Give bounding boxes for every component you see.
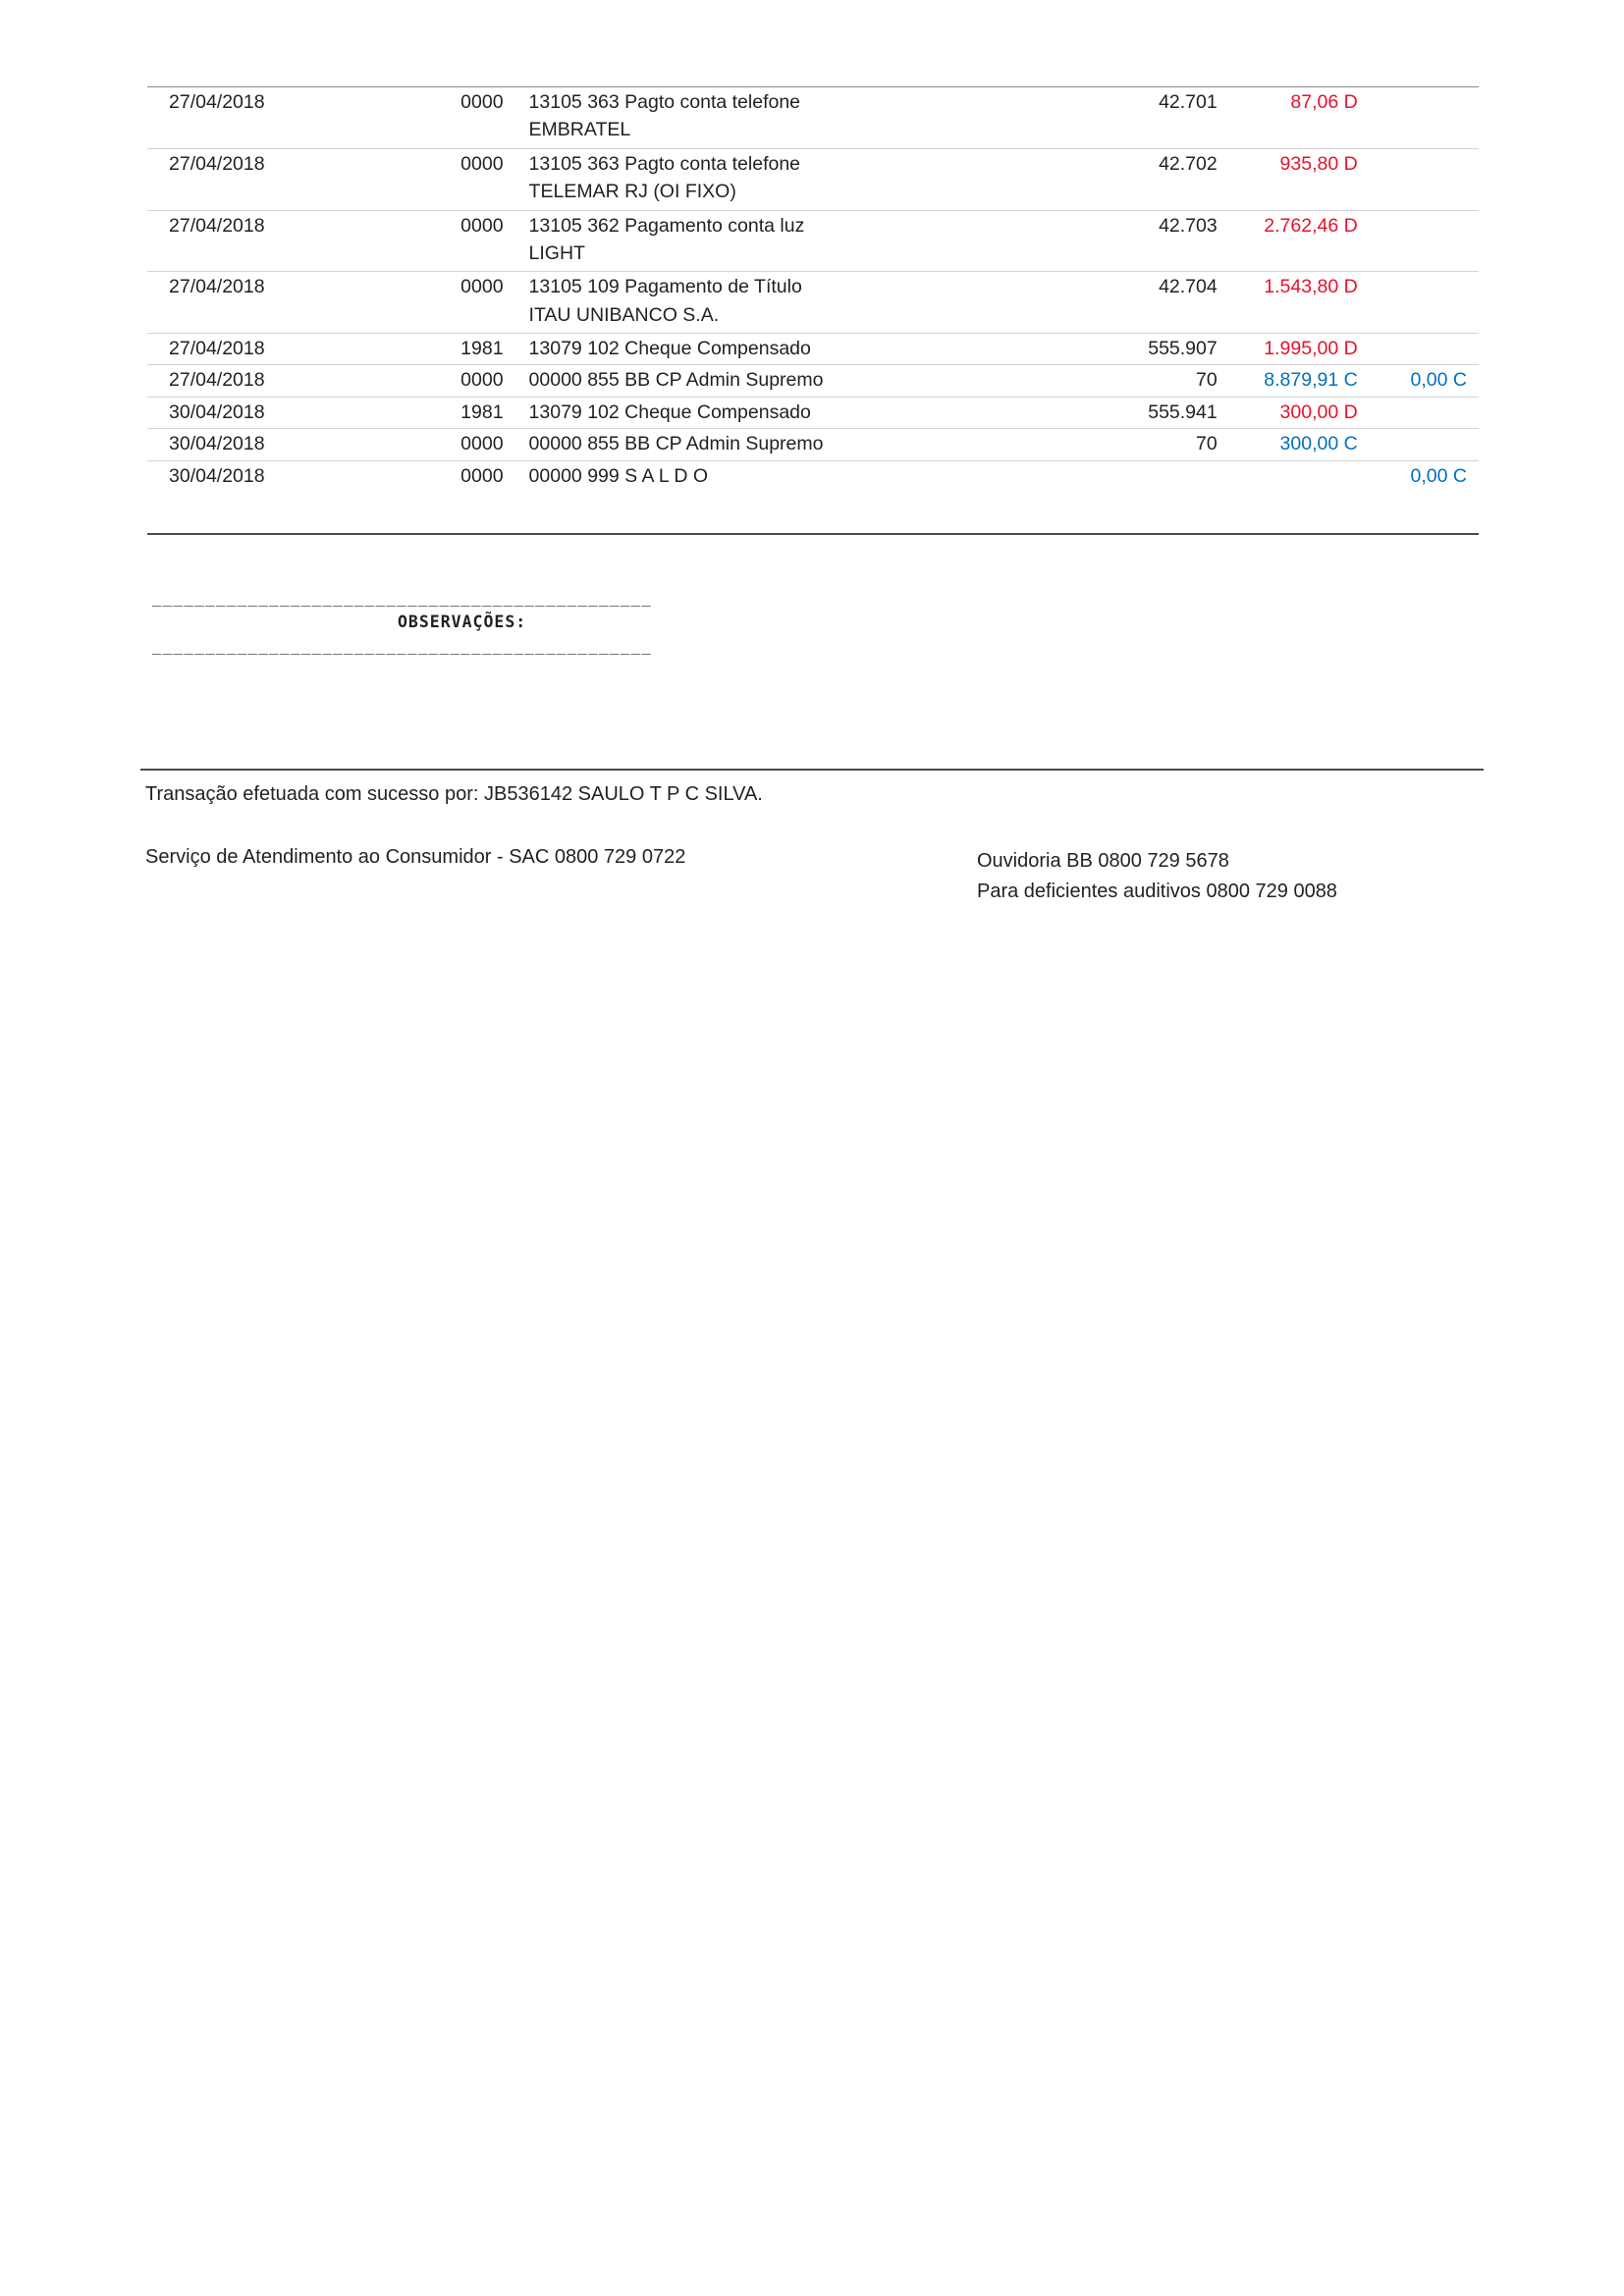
hearing-impaired-text: Para deficientes auditivos 0800 729 0088 — [977, 881, 1337, 902]
footer-divider — [140, 769, 1484, 771]
cell-document: 0000 — [335, 429, 528, 460]
cell-spacer — [147, 118, 529, 148]
cell-history-detail: TELEMAR RJ (OI FIXO) — [528, 181, 736, 203]
cell-history-detail: LIGHT — [528, 241, 585, 264]
cell-document: 0000 — [335, 460, 528, 492]
cell-history-detail: ITAU UNIBANCO S.A. — [528, 303, 720, 326]
cell-spacer — [147, 180, 529, 210]
cell-history: 13105 363 Pagto conta telefone — [529, 87, 1047, 119]
observations-bottom-rule: _______________________________________________ — [152, 635, 653, 655]
ombudsman-block — [977, 846, 1337, 907]
cell-balance — [1366, 429, 1479, 460]
cell-history: 00000 855 BB CP Admin Supremo — [529, 429, 1047, 460]
table-row-detail — [147, 303, 1479, 334]
cell-spacer — [1046, 180, 1479, 210]
cell-value: 300,00 D — [1218, 397, 1366, 428]
cell-value: 8.879,91 C — [1218, 365, 1366, 397]
cell-document: 0000 — [335, 272, 528, 303]
cell-number: 42.702 — [1046, 148, 1218, 180]
table-row — [147, 460, 1479, 492]
table-row — [147, 334, 1479, 365]
statement-bottom-divider — [147, 533, 1479, 535]
cell-value: 2.762,46 D — [1218, 210, 1366, 241]
cell-date: 27/04/2018 — [147, 87, 335, 119]
table-row-detail — [147, 118, 1479, 148]
cell-document: 0000 — [335, 365, 528, 397]
cell-balance — [1366, 334, 1479, 365]
cell-document: 1981 — [335, 397, 528, 428]
cell-spacer — [147, 241, 529, 272]
observations-top-rule: _______________________________________________ — [152, 588, 653, 607]
cell-number — [1046, 460, 1218, 492]
cell-balance — [1366, 272, 1479, 303]
table-row — [147, 148, 1479, 180]
observations-title: OBSERVAÇÕES: — [398, 612, 527, 631]
table-row — [147, 87, 1479, 119]
cell-number: 555.941 — [1046, 397, 1218, 428]
cell-history: 13079 102 Cheque Compensado — [529, 334, 1047, 365]
cell-document: 0000 — [335, 87, 528, 119]
cell-history: 13079 102 Cheque Compensado — [529, 397, 1047, 428]
cell-history-detail: EMBRATEL — [528, 119, 631, 141]
cell-value: 935,80 D — [1218, 148, 1366, 180]
cell-document: 1981 — [335, 334, 528, 365]
cell-history: 13105 363 Pagto conta telefone — [529, 148, 1047, 180]
cell-spacer — [147, 303, 529, 334]
cell-date: 30/04/2018 — [147, 460, 335, 492]
cell-balance: 0,00 C — [1366, 460, 1479, 492]
table-row-detail — [147, 241, 1479, 272]
cell-number: 70 — [1046, 429, 1218, 460]
cell-date: 27/04/2018 — [147, 210, 335, 241]
cell-value: 300,00 C — [1218, 429, 1366, 460]
cell-balance — [1366, 87, 1479, 119]
cell-number: 42.703 — [1046, 210, 1218, 241]
cell-date: 30/04/2018 — [147, 429, 335, 460]
statement-table — [147, 86, 1479, 492]
cell-date: 27/04/2018 — [147, 365, 335, 397]
cell-history: 13105 109 Pagamento de Título — [529, 272, 1047, 303]
observations-block — [152, 589, 839, 655]
cell-number: 555.907 — [1046, 334, 1218, 365]
transaction-success-text: Transação efetuada com sucesso por: JB536142 SAULO T P C SILVA. — [145, 783, 763, 805]
cell-history: 00000 855 BB CP Admin Supremo — [529, 365, 1047, 397]
cell-date: 27/04/2018 — [147, 334, 335, 365]
cell-spacer — [1046, 303, 1479, 334]
cell-spacer — [1046, 241, 1479, 272]
cell-value: 1.543,80 D — [1218, 272, 1366, 303]
table-row — [147, 397, 1479, 428]
cell-value — [1218, 460, 1366, 492]
cell-number: 70 — [1046, 365, 1218, 397]
cell-history: 13105 362 Pagamento conta luz — [529, 210, 1047, 241]
table-row-detail — [147, 180, 1479, 210]
cell-document: 0000 — [335, 210, 528, 241]
cell-date: 27/04/2018 — [147, 148, 335, 180]
cell-balance — [1366, 210, 1479, 241]
cell-value: 87,06 D — [1218, 87, 1366, 119]
table-row — [147, 272, 1479, 303]
cell-history: 00000 999 S A L D O — [529, 460, 1047, 492]
cell-spacer — [1046, 118, 1479, 148]
cell-document: 0000 — [335, 148, 528, 180]
cell-number: 42.704 — [1046, 272, 1218, 303]
cell-balance — [1366, 397, 1479, 428]
cell-balance — [1366, 148, 1479, 180]
statement-body — [147, 87, 1479, 492]
table-row — [147, 429, 1479, 460]
cell-date: 27/04/2018 — [147, 272, 335, 303]
sac-text: Serviço de Atendimento ao Consumidor - SAC 0800 729 0722 — [145, 846, 686, 868]
cell-date: 30/04/2018 — [147, 397, 335, 428]
cell-number: 42.701 — [1046, 87, 1218, 119]
table-row — [147, 210, 1479, 241]
table-row — [147, 365, 1479, 397]
cell-value: 1.995,00 D — [1218, 334, 1366, 365]
ombudsman-text: Ouvidoria BB 0800 729 5678 — [977, 850, 1229, 872]
cell-balance: 0,00 C — [1366, 365, 1479, 397]
